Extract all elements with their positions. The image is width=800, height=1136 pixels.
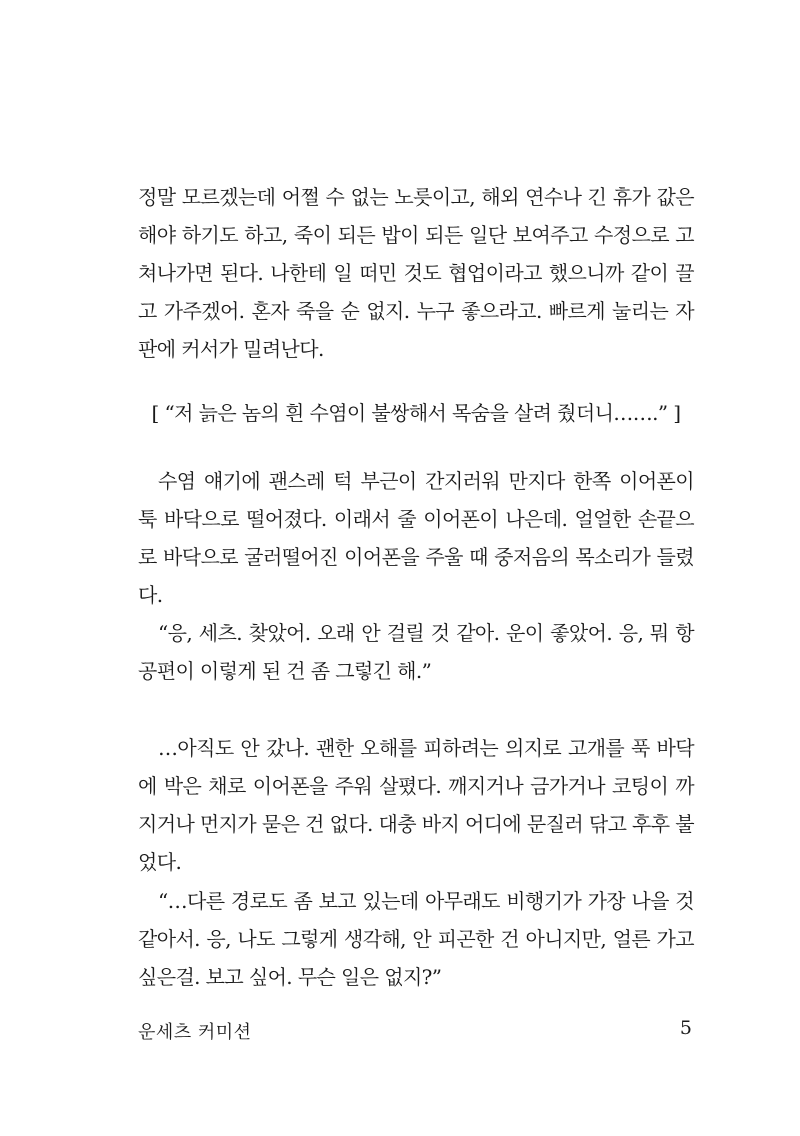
footer-title: 운세츠 커미션 — [138, 1022, 252, 1043]
paragraph-4: “응, 세츠. 찾았어. 오래 안 걸릴 것 같아. 운이 좋았어. 응, 뭐 항공편이 이렇게 된 건 좀 그렇긴 해.” — [138, 621, 694, 683]
paragraph-quote-bracket: [ “저 늙은 놈의 흰 수염이 불쌍해서 목숨을 살려 줬더니…….” ] — [151, 401, 681, 425]
paragraph-6: “…다른 경로도 좀 보고 있는데 아무래도 비행기가 가장 나을 것 같아서. 응, 나도 그렇게 생각해, 안 피곤한 건 아니지만, 얼른 가고 싶은걸. 보고 싶어. 무슨 일은 없지?” — [138, 889, 694, 989]
page-number: 5 — [679, 1017, 692, 1039]
paragraph-1: 정말 모르겠는데 어쩔 수 없는 노릇이고, 해외 연수나 긴 휴가 값은 해야 하기도 하고, 죽이 되든 밥이 되든 일단 보여주고 수정으로 고쳐나가면 된다. 나한테 일 떠민 것도 협업이라고 했으니까 같이 끌고 가주겠어. 혼자 죽을 순 없지. 누구 좋으라고. 빠르게 눌리는 자판에 커서가 밀려난다. — [138, 185, 694, 361]
paragraph-3: 수염 얘기에 괜스레 턱 부근이 간지러워 만지다 한쪽 이어폰이 툭 바닥으로 떨어졌다. 이래서 줄 이어폰이 나은데. 얼얼한 손끝으로 바닥으로 굴러떨어진 이어폰을 주울 때 중저음의 목소리가 들렸다. — [138, 469, 694, 607]
paragraph-5: …아직도 안 갔나. 괜한 오해를 피하려는 의지로 고개를 푹 바닥에 박은 채로 이어폰을 주워 살폈다. 깨지거나 금가거나 코팅이 까지거나 먼지가 묻은 건 없다. 대충 바지 어디에 문질러 닦고 후후 불었다. — [138, 736, 694, 874]
